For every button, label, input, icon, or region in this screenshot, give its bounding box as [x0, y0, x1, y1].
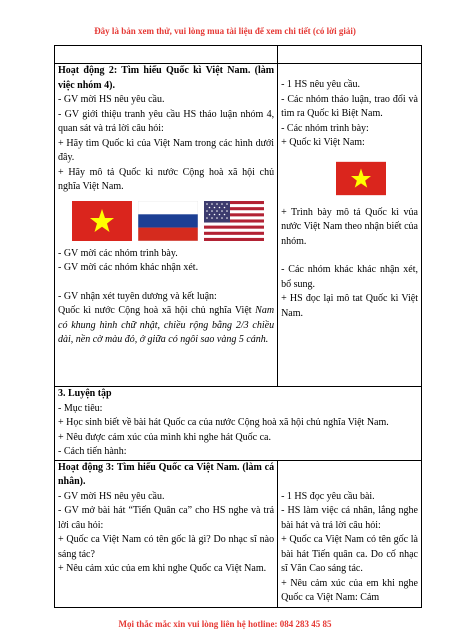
student-column — [278, 460, 422, 607]
text-line: - HS làm việc cá nhân, lắng nghe bài hát và trả lời câu hỏi: — [281, 505, 418, 531]
flag-choices — [72, 201, 274, 241]
text-line: + Quốc ca Việt Nam có tên gốc là gì? Do nhạc sĩ nào sáng tác? — [58, 534, 275, 560]
text-line: + Nêu được cảm xúc của mình khi nghe hát Quốc ca. — [58, 431, 271, 443]
practice-row — [55, 387, 422, 461]
empty-row — [55, 46, 422, 64]
vietnam-flag-icon — [72, 201, 132, 241]
activity-2-row — [55, 64, 422, 387]
student-column — [278, 64, 422, 387]
preview-banner: Đây là bản xem thử, vui lòng mua tài liệu để xem chi tiết (có lời giải) — [94, 26, 356, 36]
text-line: + Trình bày mô tả Quốc kì vủa nước Việt Nam theo nhận biết của nhóm. — [281, 206, 418, 247]
text-line: + Quốc kì Việt Nam: — [281, 137, 365, 148]
russia-flag-icon — [138, 201, 198, 241]
hotline-banner: Mọi thắc mắc xin vui lòng liên hệ hotline: 084 283 45 85 — [118, 619, 332, 629]
text-line: - GV giới thiệu tranh yêu cầu HS thảo luận nhóm 4, quan sát và trả lời câu hỏi: — [58, 108, 275, 134]
text-line: + Nêu cảm xúc của em khi nghe Quốc ca Việt Nam: Cảm — [281, 577, 418, 603]
text-line: - GV mời các nhóm khác nhận xét. — [58, 262, 199, 273]
usa-flag-icon — [204, 201, 264, 241]
teacher-column — [55, 64, 278, 387]
text-line: - GV nhận xét tuyên dương và kết luận: — [58, 290, 217, 302]
text-line: - Các nhóm trình bày: — [281, 122, 369, 134]
lesson-table — [54, 45, 422, 608]
text-line: + Hãy tìm Quốc kì của Việt Nam trong các hình dưới đây. — [58, 137, 275, 163]
text-line: + Học sinh biết về bài hát Quốc ca của nước Cộng hoà xã hội chủ nghĩa Việt Nam. — [58, 417, 389, 428]
text-line: - GV mời HS nêu yêu cầu. — [58, 490, 165, 502]
text-line: + Hãy mô tả Quốc kì nước Cộng hoà xã hội chủ nghĩa Việt Nam. — [58, 166, 275, 192]
text-line: - 1 HS đọc yêu cầu bài. — [281, 490, 375, 502]
practice-cell — [55, 387, 422, 461]
text-line: - 1 HS nêu yêu cầu. — [281, 79, 360, 90]
text-line: - Các nhóm thảo luận, trao đổi và tìm ra Quốc kì Biệt Nam. — [281, 93, 418, 119]
teacher-column — [55, 460, 278, 607]
activity-3-title: Hoạt động 3: Tìm hiểu Quốc ca Việt Nam. (làm cá nhân). — [58, 461, 275, 487]
text-line: - GV mời các nhóm trình bày. — [58, 247, 178, 259]
activity-2-title: Hoạt động 2: Tìm hiểu Quốc kì Việt Nam. (làm việc nhóm 4). — [58, 65, 275, 91]
text-line: - GV mở bài hát “Tiến Quân ca” cho HS nghe và trả lời câu hỏi: — [58, 505, 275, 531]
conclusion-italic: Nam có khung hình chữ nhật, chiều rộng bằng 2/3 chiều dài, nền cờ màu đỏ, ở giữa có ngôi sao vàng 5 cánh. — [58, 305, 275, 345]
text-line: - Mục tiêu: — [58, 402, 103, 414]
vietnam-flag-answer-icon — [336, 161, 386, 196]
conclusion-text: Quốc kì nước Cộng hoà xã hội chủ nghĩa Việt Nam có khung hình chữ nhật, chiều rộng bằng 2/3 chiều dài, nền cờ màu đỏ, ở giữa có ngôi sao vàng 5 cánh. — [58, 305, 275, 345]
text-line: - GV mời HS nêu yêu cầu. — [58, 94, 165, 105]
text-line: + HS đọc lại mô tat Quốc kì Việt Nam. — [281, 293, 418, 319]
text-line: + Quốc ca Việt Nam có tên gốc là bài hát Tiến quân ca. Do cố nhạc sĩ Văn Cao sáng tác. — [281, 534, 418, 574]
text-line: + Nêu cảm xúc của em khi nghe Quốc ca Việt Nam. — [58, 563, 267, 574]
activity-3-row — [55, 460, 422, 607]
section-title: 3. Luyện tập — [58, 388, 112, 399]
text-line: - Cách tiến hành: — [58, 446, 127, 457]
text-line: - Các nhóm khác khác nhận xét, bổ sung. — [281, 264, 418, 290]
